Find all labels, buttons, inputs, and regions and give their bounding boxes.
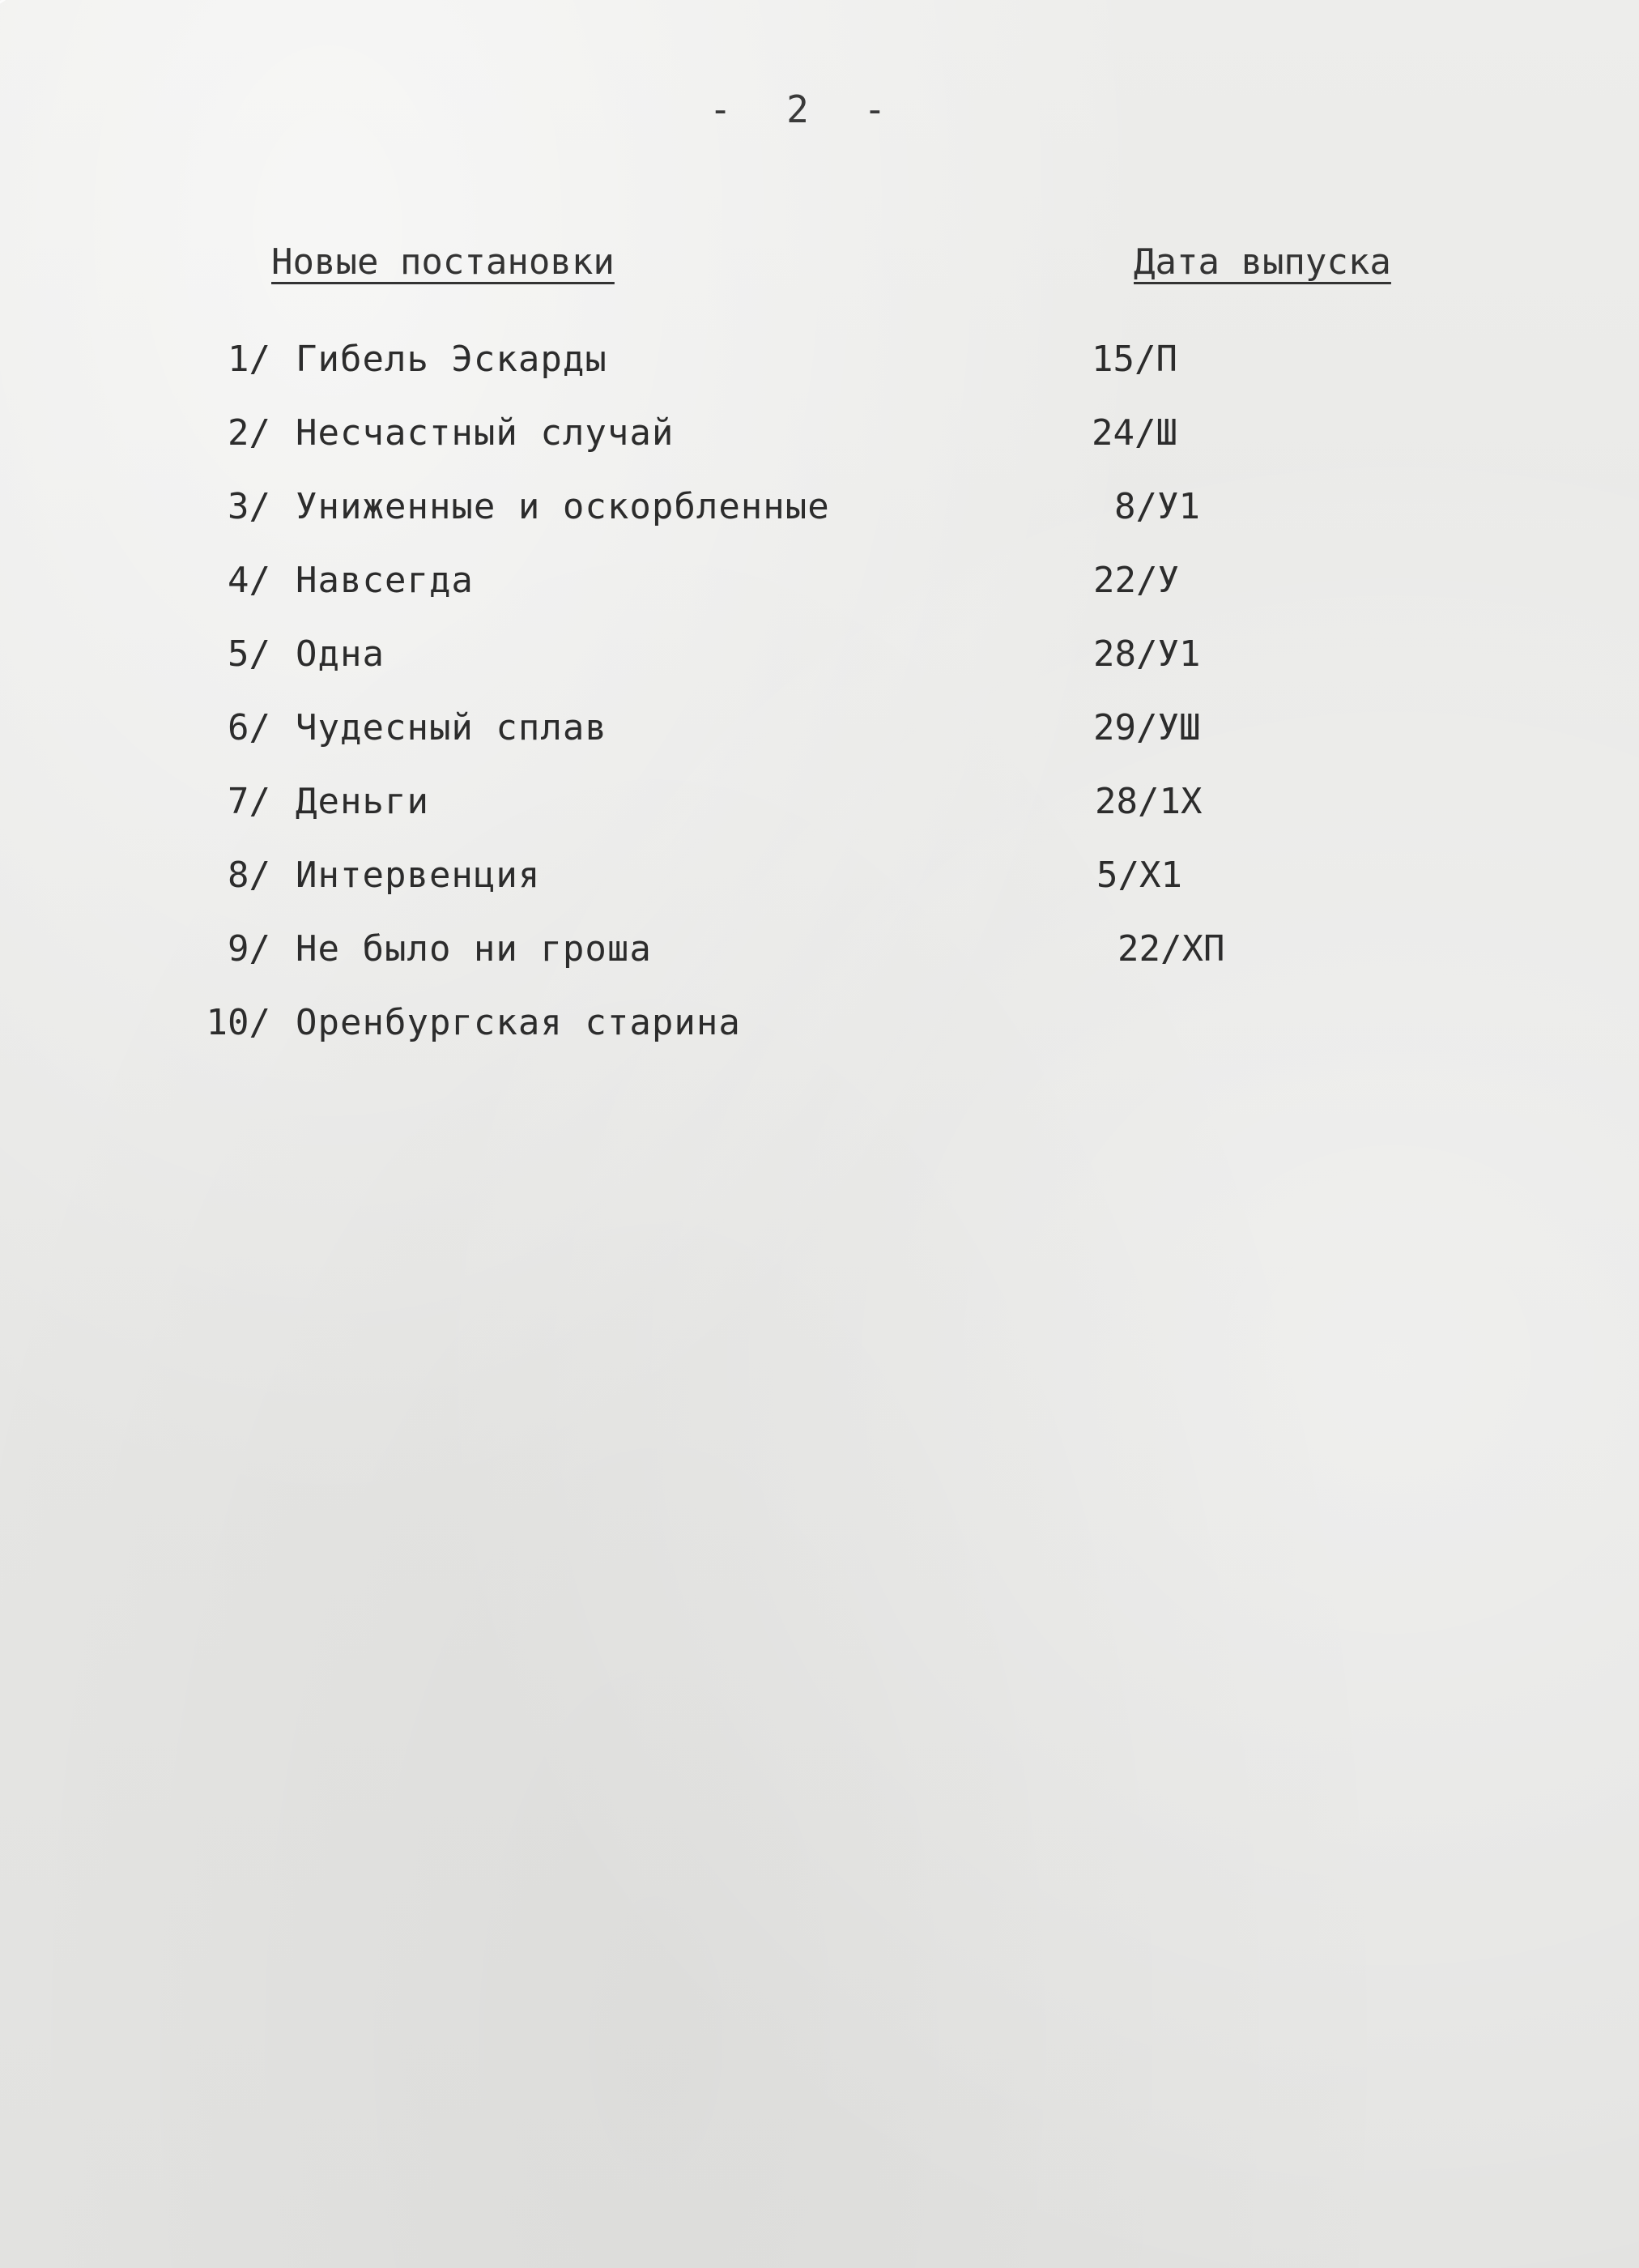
item-date: 24/Ш: [1092, 412, 1177, 454]
item-date: 29/УШ: [1093, 707, 1201, 748]
item-date: 22/У: [1093, 560, 1179, 601]
list-item: [0, 707, 1639, 764]
item-title: Униженные и оскорбленные: [296, 486, 830, 527]
list-item: [0, 633, 1639, 690]
list-item: [0, 560, 1639, 616]
item-date: 28/У1: [1093, 633, 1201, 675]
list-item: [0, 1002, 1639, 1059]
item-title: Несчастный случай: [296, 412, 675, 454]
item-number: 6/: [228, 707, 270, 748]
list-item: [0, 928, 1639, 985]
item-title: Оренбургская старина: [296, 1002, 741, 1043]
item-number: 8/: [228, 855, 270, 896]
list-item: [0, 412, 1639, 469]
item-date: 8/У1: [1114, 486, 1200, 527]
item-number: 5/: [228, 633, 270, 675]
item-number: 3/: [228, 486, 270, 527]
item-title: Одна: [296, 633, 385, 675]
item-date: 15/П: [1092, 339, 1177, 380]
item-number: 4/: [228, 560, 270, 601]
item-number: 9/: [228, 928, 270, 970]
item-title: Не было ни гроша: [296, 928, 652, 970]
item-date: 28/1Х: [1095, 781, 1203, 822]
item-date: 22/ХП: [1118, 928, 1225, 970]
item-number: 7/: [228, 781, 270, 822]
list-item: [0, 486, 1639, 543]
item-number: 10/: [206, 1002, 270, 1043]
item-number: 2/: [228, 412, 270, 454]
item-number: 1/: [228, 339, 270, 380]
list-item: [0, 855, 1639, 911]
list-item: [0, 781, 1639, 838]
list-item: [0, 339, 1639, 395]
column-header-release-date: Дата выпуска: [1134, 241, 1391, 283]
item-title: Чудесный сплав: [296, 707, 607, 748]
paper-fold-mark: [0, 0, 238, 35]
item-title: Навсегда: [296, 560, 474, 601]
column-header-productions: Новые постановки: [271, 241, 615, 283]
page-number: - 2 -: [709, 87, 903, 131]
item-title: Интервенция: [296, 855, 541, 896]
item-title: Деньги: [296, 781, 429, 822]
item-title: Гибель Эскарды: [296, 339, 607, 380]
item-date: 5/Х1: [1096, 855, 1182, 896]
